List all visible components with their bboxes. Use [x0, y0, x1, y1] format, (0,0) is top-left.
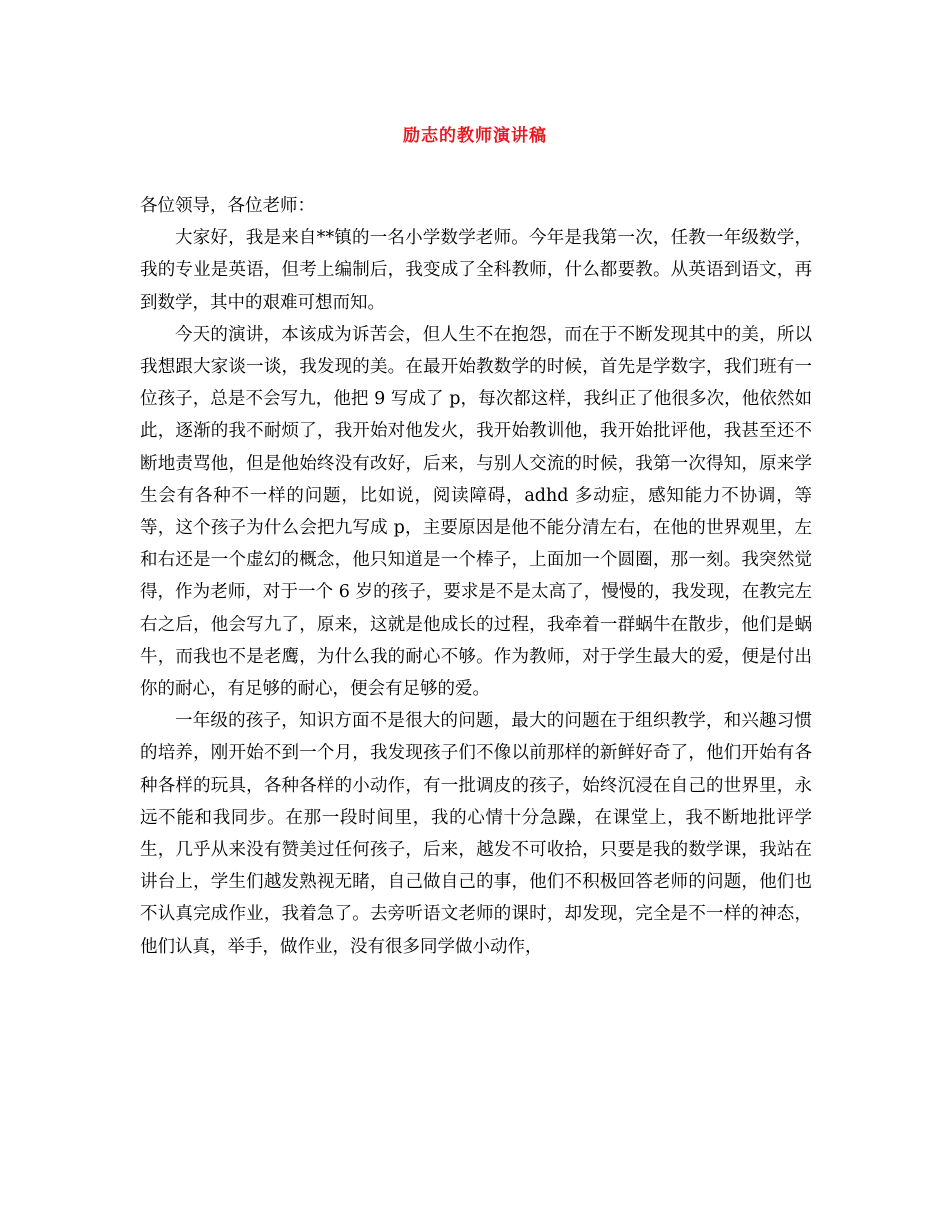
document-title: 励志的教师演讲稿	[403, 126, 547, 146]
paragraph-1: 大家好，我是来自**镇的一名小学数学老师。今年是我第一次，任教一年级数学，我的专业是英语，但考上编制后，我变成了全科教师，什么都要教。从英语到语文，再到数学，其中的艰难可想而知。	[140, 228, 812, 313]
paragraph-2: 今天的演讲，本该成为诉苦会，但人生不在抱怨，而在于不断发现其中的美，所以我想跟大家谈一谈，我发现的美。在最开始教数学的时候，首先是学数字，我们班有一位孩子，总是不会写九，他把 9 写成了 p，每次都这样，我纠正了他很多次，他依然如此，逐渐的我不耐烦了，我开始对他发火，我开始教训他，我开始批评他，我甚至还不断地责骂他，但是他始终没有改好，后来，与别人交流的时候，我第一次得知，原来学生会有各种不一样的问题，比如说，阅读障碍，adhd 多动症，感知能力不协调，等等，这个孩子为什么会把九写成 p，主要原因是他不能分清左右，在他的世界观里，左和右还是一个虚幻的概念，他只知道是一个棒子，上面加一个圆圈，那一刻。我突然觉得，作为老师，对于一个 6 岁的孩子，要求是不是太高了，慢慢的，我发现，在教完左右之后，他会写九了，原来，这就是他成长的过程，我牵着一群蜗牛在散步，他们是蜗牛，而我也不是老鹰，为什么我的耐心不够。作为教师，对于学生最大的爱，便是付出你的耐心，有足够的耐心，便会有足够的爱。	[140, 324, 812, 700]
paragraph-3: 一年级的孩子，知识方面不是很大的问题，最大的问题在于组织教学，和兴趣习惯的培养，刚开始不到一个月，我发现孩子们不像以前那样的新鲜好奇了，他们开始有各种各样的玩具，各种各样的小动作，有一批调皮的孩子，始终沉浸在自己的世界里，永远不能和我同步。在那一段时间里，我的心情十分急躁，在课堂上，我不断地批评学生，几乎从来没有赞美过任何孩子，后来，越发不可收拾，只要是我的数学课，我站在讲台上，学生们越发熟视无睹，自己做自己的事，他们不积极回答老师的问题，他们也不认真完成作业，我着急了。去旁听语文老师的课时，却发现，完全是不一样的神态，他们认真，举手，做作业，没有很多同学做小动作，	[140, 711, 812, 957]
document-body	[140, 190, 812, 963]
salutation: 各位领导，各位老师：	[140, 196, 315, 216]
